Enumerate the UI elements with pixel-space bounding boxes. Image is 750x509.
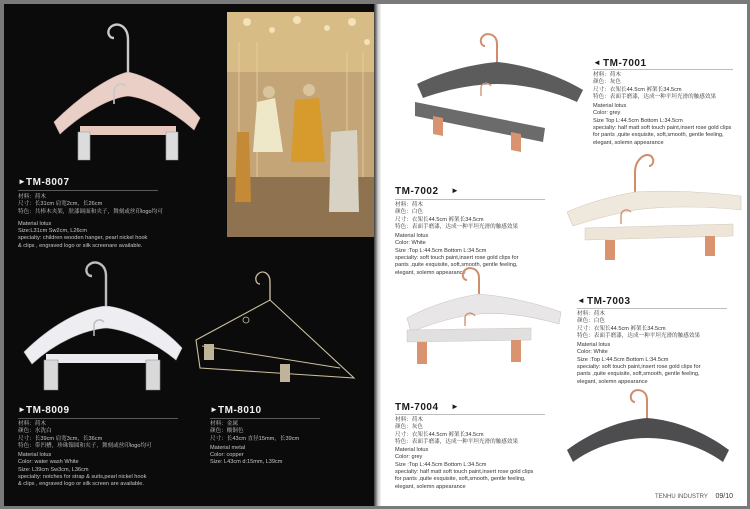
spec-tm8009: 材料：荷木 颜色：水洗白 尺寸：长39cm 肩宽3cm，长36cm 特色：带凹槽，珍珠镍圆和夹子，舞刻或丝印logo均可 Material lotus Color: water wash White Size: L39cm Sw3cm, L36cm specialty: notches for strap & suits,pearl nickel hook & clips , engraved logo or silk screen are available. (18, 421, 152, 488)
page-footer (655, 493, 733, 500)
product-code-tm8009: TM-8009 (26, 405, 70, 416)
spec-tm8010: 材料：金属 颜色：酸铜色 尺寸：长43cm 直径15mm，长39cm Material metal Color: copper Size: L43cm d:15mm, L39cm (210, 421, 300, 466)
arrow-right-icon: ► (18, 405, 26, 414)
divider (577, 308, 727, 309)
cream-hanger-image (565, 146, 743, 286)
product-code-tm7004: TM-7004 (395, 402, 439, 413)
white-rosegold-hanger-image (403, 266, 563, 388)
divider (210, 418, 320, 419)
product-code-tm7003: TM-7003 (587, 296, 631, 307)
divider (395, 199, 545, 200)
arrow-left-icon: ◄ (577, 296, 585, 305)
divider (593, 69, 733, 70)
arrow-right-icon: ► (18, 177, 26, 186)
product-code-tm8007: TM-8007 (26, 177, 70, 188)
divider (18, 418, 178, 419)
brand-name: TENHU INDUSTRY (655, 494, 708, 500)
product-code-tm8010: TM-8010 (218, 405, 262, 416)
arrow-left-icon: ◄ (593, 58, 601, 67)
page-spine (374, 4, 381, 506)
page-number: 09/10 (715, 493, 733, 500)
product-code-tm7001: TM-7001 (603, 58, 647, 69)
spec-tm8007: 材料：荷木 尺寸：长31cm 肩宽2cm，长26cm 特色：共棒木夹架，肤漆调面和夹子，舞刻或丝印logo均可 Material lotus Size:L31cm Sw2cm, L26cm specialty: children wooden hanger, pearl nickel hook & clips , engraved logo or silk screenare available. (18, 194, 163, 249)
arrow-right-icon: ► (451, 186, 459, 195)
divider (18, 190, 158, 191)
spec-tm7003: 材料：荷木 颜色：白色 尺寸：衣架长44.5cm 裤架长34.5cm 特色：表面手磨漆，达成一种平坦光滑的触感效果 Material lotus Color: White Size :Top L:44.5cm Bottom L:34.5cm specialty: soft touch paint,insert rose gold clips for pants ,quite exquisite, soft,smooth, gentle feeling, elegant, solemn appearance (577, 311, 701, 385)
spec-tm7002: 材料：荷木 颜色：白色 尺寸：衣架长44.5cm 裤架长34.5cm 特色：表面手磨漆，达成一种平坦光滑的触感效果 Material lotus Color: White Size :Top L:44.5cm Bottom L:34.5cm specialty: soft touch paint,insert rose gold clips for pants ,quite exquisite, soft,smooth, gentle feeling, elegant, solemn appearance (395, 202, 519, 276)
left-page (4, 4, 374, 506)
product-code-tm7002: TM-7002 (395, 186, 439, 197)
spec-tm7001: 材料：荷木 颜色：灰色 尺寸：衣架长44.5cm 裤架长34.5cm 特色：表面手磨漆，达成一种平坦光滑的触感效果 Material lotus Color: grey Size Top L:44.5cm Bottom L:34.5cm specialty: half matt soft touch paint,insert rose gold clips for pants ,quite exquisite, soft,smooth, gentle feeling, elegant, solemn appearance (593, 72, 732, 146)
pink-hanger-image (40, 10, 210, 178)
arrow-right-icon: ► (451, 402, 459, 411)
dark-hanger-image (563, 388, 733, 470)
grey-hanger-image (411, 32, 591, 160)
metal-hanger-image (190, 268, 360, 388)
white-hanger-image (16, 256, 188, 401)
divider (395, 414, 545, 415)
right-page (381, 4, 747, 506)
store-photo (227, 12, 374, 237)
spec-tm7004: 材料：荷木 颜色：灰色 尺寸：衣架长44.5cm 裤架长34.5cm 特色：表面手磨漆，达成一种平坦光滑的触感效果 Material lotus Color: grey Size :Top L:44.5cm Bottom L:34.5cm specialty: half matt soft touch paint,insert rose gold clips for pants ,quite exquisite, soft,smooth, gentle feeling, elegant, solemn appearance (395, 417, 534, 490)
arrow-right-icon: ► (210, 405, 218, 414)
